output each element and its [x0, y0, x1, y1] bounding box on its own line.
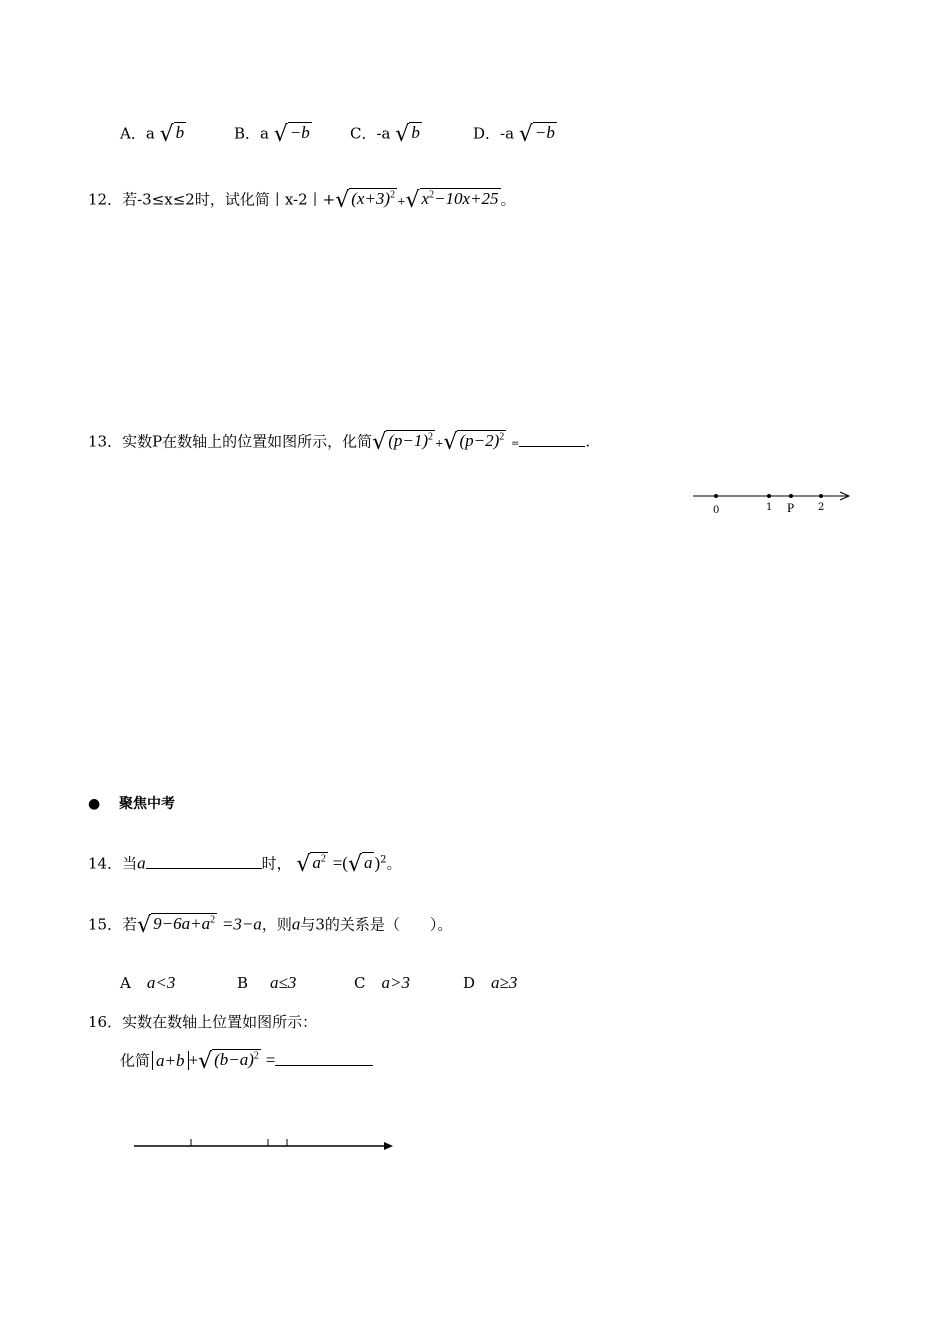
- q15-option-a: A a<3: [120, 973, 176, 992]
- q15-option-d: D a≥3: [463, 973, 518, 992]
- q11-option-c: C．-a √ b: [350, 122, 420, 147]
- q11-option-a: A．a √ b: [120, 122, 185, 147]
- question-13: 13．实数P在数轴上的位置如图所示，化简√ $(p-1)^2+√$ $(p-2)^2$ = .: [88, 430, 591, 455]
- section-title: 聚焦中考: [119, 796, 175, 812]
- number-line-arrow: [384, 1142, 393, 1150]
- label-2: 2: [818, 502, 825, 513]
- question-15: 15．若√ $9-6a+a^2 =3-a$，则a与3的关系是（ ）。: [88, 913, 453, 938]
- q13-answer-blank: [519, 445, 585, 447]
- q15-option-b: B a≤3: [237, 973, 297, 992]
- q16-number-line: [130, 1134, 400, 1156]
- q11-option-a-radicand: b: [175, 123, 185, 142]
- q11-option-b-radicand: −b: [289, 123, 310, 142]
- q14-answer-blank: [146, 867, 262, 869]
- point-p: [789, 494, 793, 498]
- label-1: 1: [766, 502, 773, 513]
- point-0: [714, 494, 718, 498]
- q11-option-c-radicand: b: [411, 123, 420, 142]
- point-2: [819, 494, 823, 498]
- question-12: 12．若-3≤x≤2时，试化简丨x-2丨+√ $(x+3)^2+√$ $x^2-10x+25$ 。: [88, 188, 516, 213]
- section-header: [88, 793, 175, 813]
- point-1: [767, 494, 771, 498]
- bullet-icon: ●: [88, 796, 101, 812]
- q11-option-d: D．-a √ −b: [473, 122, 555, 147]
- q16-answer-blank: [275, 1064, 373, 1066]
- q15-option-c: C a>3: [354, 973, 410, 992]
- question-16: 16．实数在数轴上位置如图所示：: [88, 1013, 318, 1031]
- q11-option-d-radicand: −b: [534, 123, 555, 142]
- q16-expression: 化简 a+b +√ $(b-a)^2$ =: [120, 1049, 373, 1074]
- question-14: 14．当a 时， √ $a^2$ =(√ a )$^2$。: [88, 852, 402, 877]
- label-p: P: [787, 500, 795, 515]
- q13-number-line: [690, 486, 855, 516]
- label-0: 0: [713, 505, 720, 516]
- q11-option-b: B．a √ −b: [234, 122, 310, 147]
